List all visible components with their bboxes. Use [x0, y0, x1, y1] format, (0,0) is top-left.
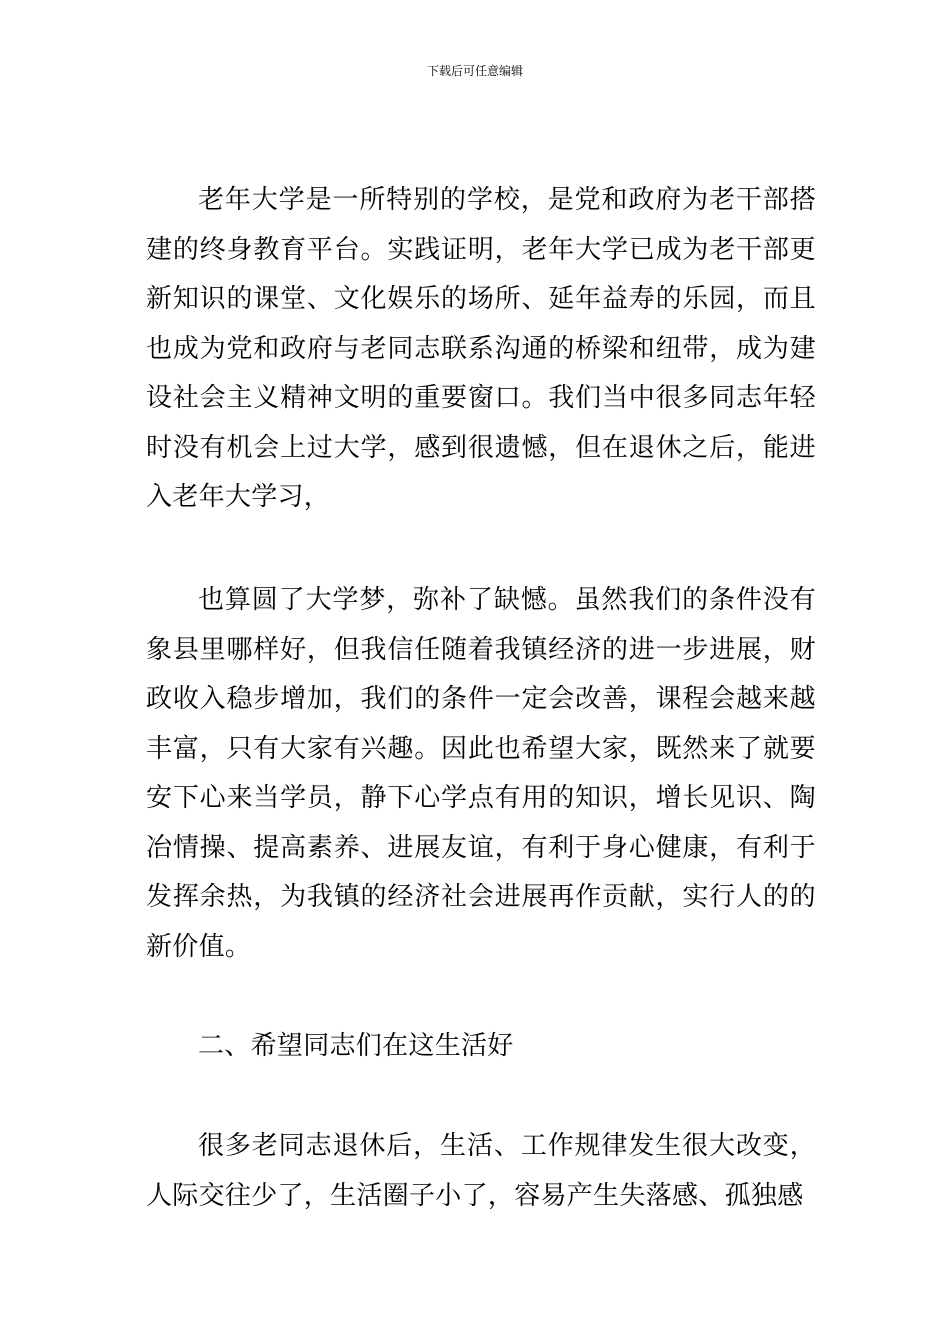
paragraph: 很多老同志退休后，生活、工作规律发生很大改变，人际交往少了，生活圈子小了，容易产生失落感、孤独感 [146, 1131, 816, 1211]
section-heading: 二、希望同志们在这生活好 [198, 1031, 514, 1061]
page-header: 下载后可任意编辑 [426, 64, 523, 78]
paragraph: 也算圆了大学梦，弥补了缺憾。虽然我们的条件没有象县里哪样好，但我信任随着我镇经济的进一步进展，财政收入稳步增加，我们的条件一定会改善，课程会越来越丰富，只有大家有兴趣。因此也希望大家，既然来了就要安下心来当学员，静下心学点有用的知识，增长见识、陶冶情操、提高素养、进展友谊，有利于身心健康，有利于发挥余热，为我镇的经济社会进展再作贡献，实行人的的新价值。 [146, 585, 816, 962]
paragraph: 老年大学是一所特别的学校，是党和政府为老干部搭建的终身教育平台。实践证明，老年大学已成为老干部更新知识的课堂、文化娱乐的场所、延年益寿的乐园，而且也成为党和政府与老同志联系沟通的桥梁和纽带，成为建设社会主义精神文明的重要窗口。我们当中很多同志年轻时没有机会上过大学，感到很遗憾，但在退休之后，能进入老年大学习， [146, 185, 816, 512]
